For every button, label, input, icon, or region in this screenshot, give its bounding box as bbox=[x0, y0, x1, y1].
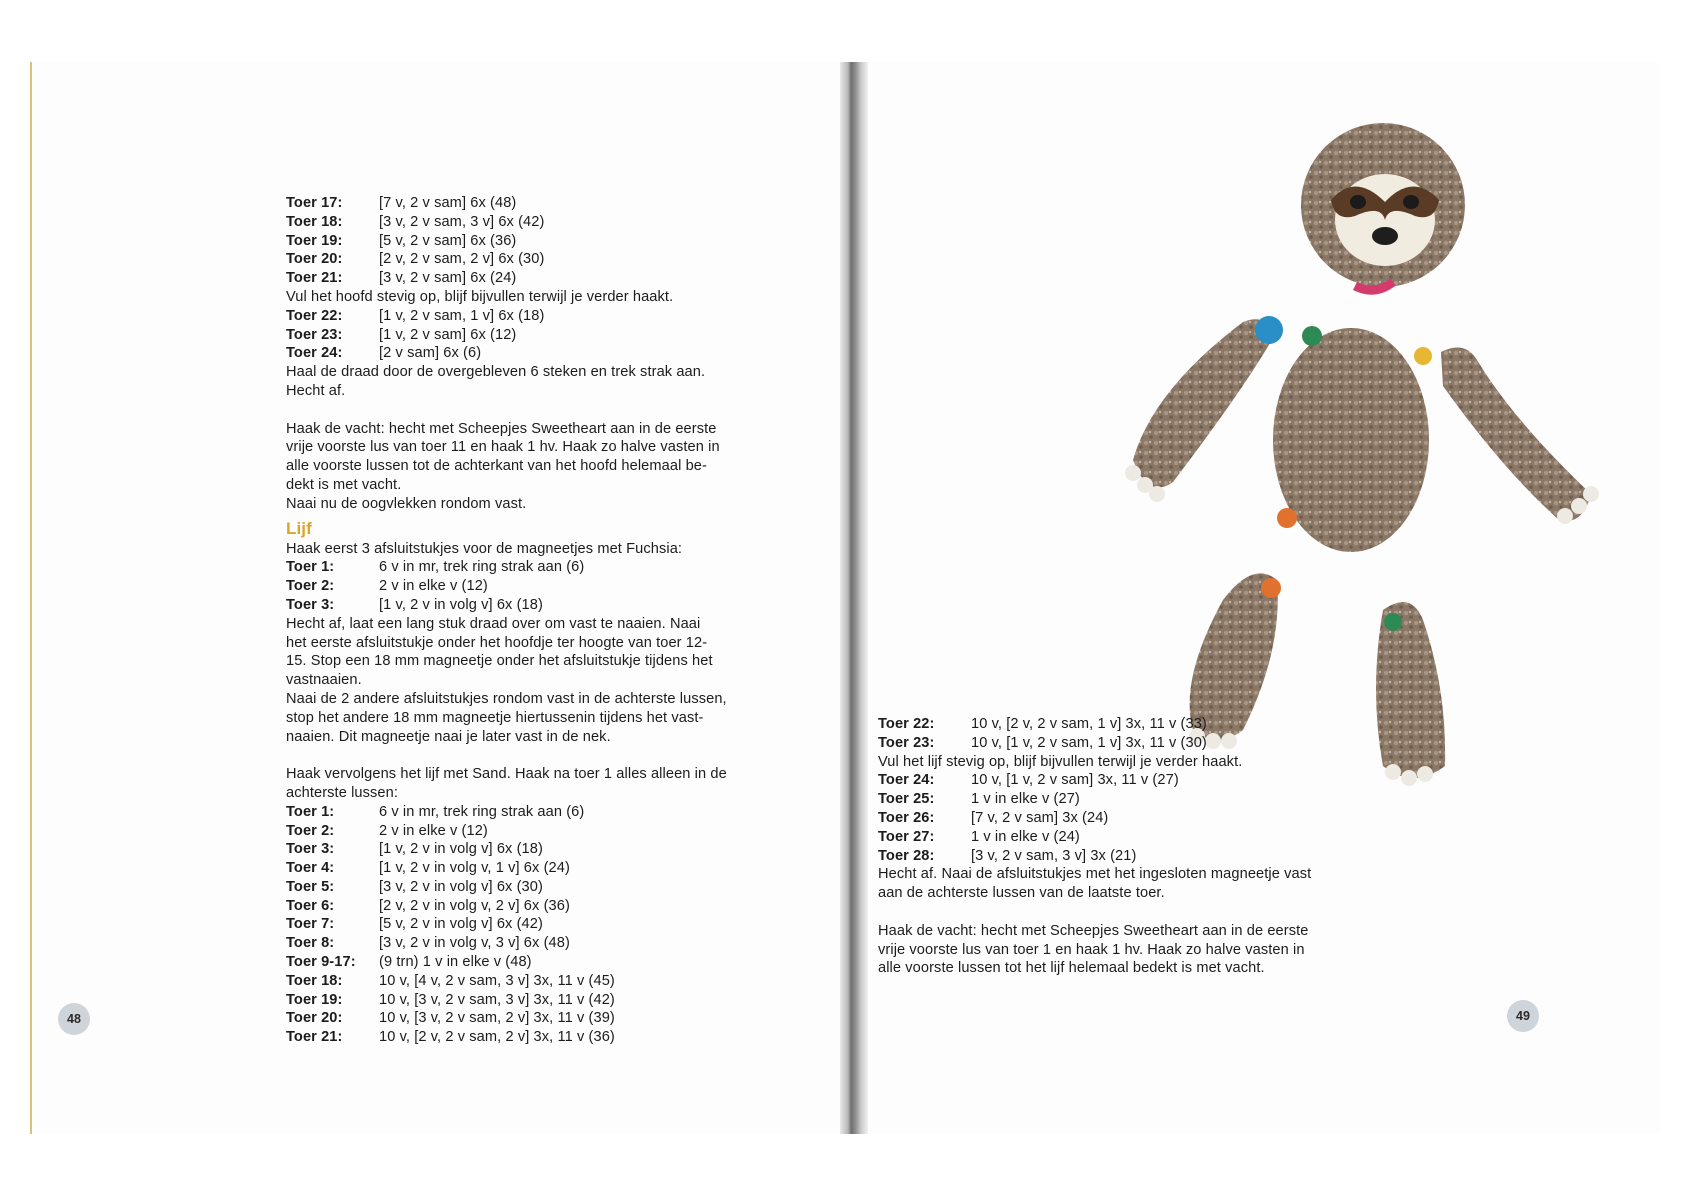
round-instruction: [3 v, 2 v sam, 3 v] 3x (21) bbox=[971, 847, 1137, 864]
text-line: Hecht af, laat een lang stuk draad over om vast te naaien. Naai bbox=[286, 615, 701, 632]
finish-paragraph bbox=[286, 363, 786, 401]
round-label: Toer 21: bbox=[286, 1029, 343, 1046]
round-instruction: 2 v in elke v (12) bbox=[379, 578, 488, 595]
round-label: Toer 18: bbox=[286, 213, 343, 230]
left-page bbox=[30, 62, 840, 1134]
right-page bbox=[868, 62, 1660, 1134]
cap-round-list bbox=[286, 558, 786, 614]
round-instruction: [5 v, 2 v in volg v] 6x (42) bbox=[379, 916, 543, 933]
round-instruction: 6 v in mr, trek ring strak aan (6) bbox=[379, 559, 585, 576]
book-spread bbox=[30, 62, 1660, 1134]
round-instruction: 10 v, [2 v, 2 v sam, 2 v] 3x, 11 v (36) bbox=[379, 1029, 615, 1046]
round-instruction: [7 v, 2 v sam] 6x (48) bbox=[379, 195, 517, 211]
round-label: Toer 22: bbox=[878, 716, 935, 732]
round-label: Toer 18: bbox=[286, 972, 343, 989]
round-row bbox=[878, 809, 1358, 828]
cap-paragraph bbox=[286, 615, 786, 747]
round-instruction: 10 v, [3 v, 2 v sam, 3 v] 3x, 11 v (42) bbox=[379, 991, 615, 1008]
round-label: Toer 6: bbox=[286, 897, 335, 914]
round-row bbox=[286, 953, 786, 972]
round-label: Toer 23: bbox=[286, 326, 343, 343]
body-round-list-cont bbox=[878, 715, 1358, 753]
round-label: Toer 5: bbox=[286, 878, 335, 895]
round-row bbox=[286, 897, 786, 916]
text-line: Haak de vacht: hecht met Scheepjes Sweetheart aan in de eerste bbox=[878, 922, 1309, 939]
round-label: Toer 2: bbox=[286, 822, 335, 839]
sloth-left-arm bbox=[1125, 316, 1283, 502]
round-row bbox=[286, 1028, 786, 1047]
finish-paragraph-right bbox=[878, 865, 1358, 903]
round-label: Toer 3: bbox=[286, 841, 335, 858]
round-row bbox=[286, 822, 786, 841]
round-instruction: [2 v sam] 6x (6) bbox=[379, 345, 482, 362]
text-line: stop het andere 18 mm magneetje hiertussenin tijdens het vast- bbox=[286, 709, 704, 726]
lijf-intro: Haak eerst 3 afsluitstukjes voor de magneetjes met Fuchsia: bbox=[286, 540, 683, 557]
text-line: Naai de 2 andere afsluitstukjes rondom vast in de achterste lussen, bbox=[286, 690, 727, 707]
round-instruction: [2 v, 2 v sam, 2 v] 6x (30) bbox=[379, 251, 545, 268]
round-label: Toer 24: bbox=[286, 345, 343, 362]
book-gutter bbox=[840, 62, 868, 1134]
round-row bbox=[878, 771, 1358, 790]
round-row bbox=[286, 972, 786, 991]
round-instruction: 10 v, [1 v, 2 v sam, 1 v] 3x, 11 v (30) bbox=[971, 734, 1207, 751]
round-instruction: [7 v, 2 v sam] 3x (24) bbox=[971, 809, 1109, 826]
round-instruction: [1 v, 2 v sam] 6x (12) bbox=[379, 326, 517, 343]
round-row bbox=[286, 840, 786, 859]
sloth-body bbox=[1273, 326, 1432, 552]
round-label: Toer 28: bbox=[878, 847, 935, 864]
round-row bbox=[286, 803, 786, 822]
round-instruction: [1 v, 2 v in volg v] 6x (18) bbox=[379, 841, 543, 858]
left-page-text bbox=[286, 194, 786, 1047]
round-row bbox=[286, 991, 786, 1010]
round-row bbox=[286, 859, 786, 878]
round-row bbox=[286, 596, 786, 615]
round-instruction: [3 v, 2 v sam, 3 v] 6x (42) bbox=[379, 213, 545, 230]
round-instruction: [3 v, 2 v sam] 6x (24) bbox=[379, 270, 517, 287]
round-instruction: 10 v, [4 v, 2 v sam, 3 v] 3x, 11 v (45) bbox=[379, 972, 615, 989]
body-round-list-cont-2 bbox=[878, 771, 1358, 865]
round-instruction: 10 v, [3 v, 2 v sam, 2 v] 3x, 11 v (39) bbox=[379, 1010, 615, 1027]
round-label: Toer 19: bbox=[286, 991, 343, 1008]
round-label: Toer 21: bbox=[286, 270, 343, 287]
round-instruction: [3 v, 2 v in volg v] 6x (30) bbox=[379, 878, 543, 895]
round-label: Toer 7: bbox=[286, 916, 335, 933]
text-line: vastnaaien. bbox=[286, 672, 362, 689]
round-instruction: 10 v, [2 v, 2 v sam, 1 v] 3x, 11 v (33) bbox=[971, 716, 1207, 732]
text-line: dekt is met vacht. bbox=[286, 476, 402, 493]
round-row bbox=[286, 326, 786, 345]
round-label: Toer 19: bbox=[286, 232, 343, 249]
round-instruction: 10 v, [1 v, 2 v sam] 3x, 11 v (27) bbox=[971, 772, 1179, 789]
sloth-photo bbox=[1093, 90, 1613, 790]
round-label: Toer 17: bbox=[286, 195, 343, 211]
text-line: Naai nu de oogvlekken rondom vast. bbox=[286, 495, 527, 512]
round-instruction: [3 v, 2 v in volg v, 3 v] 6x (48) bbox=[379, 935, 570, 952]
round-row bbox=[878, 790, 1358, 809]
fill-note-body: Vul het lijf stevig op, blijf bijvullen terwijl je verder haakt. bbox=[878, 753, 1243, 770]
round-label: Toer 4: bbox=[286, 860, 335, 877]
body-intro-paragraph bbox=[286, 765, 786, 803]
text-line: aan de achterste lussen van de laatste toer. bbox=[878, 885, 1165, 902]
right-page-text bbox=[878, 715, 1358, 978]
round-row bbox=[286, 558, 786, 577]
page-number-49: 49 bbox=[1507, 1000, 1539, 1032]
text-line: het eerste afsluitstukje onder het hoofdje ter hoogte van toer 12- bbox=[286, 634, 708, 651]
text-line: Haak vervolgens het lijf met Sand. Haak na toer 1 alles alleen in de bbox=[286, 766, 727, 783]
round-row bbox=[286, 213, 786, 232]
round-label: Toer 1: bbox=[286, 559, 335, 576]
text-line: achterste lussen: bbox=[286, 784, 399, 801]
round-label: Toer 26: bbox=[878, 809, 935, 826]
round-row bbox=[286, 194, 786, 213]
round-label: Toer 23: bbox=[878, 734, 935, 751]
round-row bbox=[286, 307, 786, 326]
round-instruction: 2 v in elke v (12) bbox=[379, 822, 488, 839]
page-number-48: 48 bbox=[58, 1003, 90, 1035]
text-line: Hecht af. bbox=[286, 382, 346, 399]
sloth-right-arm bbox=[1441, 348, 1599, 525]
round-label: Toer 3: bbox=[286, 596, 335, 613]
round-row bbox=[286, 232, 786, 251]
round-row bbox=[286, 250, 786, 269]
round-row bbox=[286, 344, 786, 363]
round-label: Toer 9-17: bbox=[286, 954, 356, 971]
round-label: Toer 1: bbox=[286, 803, 335, 820]
section-title-lijf: Lijf bbox=[286, 518, 312, 538]
text-line: Haak de vacht: hecht met Scheepjes Sweetheart aan in de eerste bbox=[286, 420, 717, 437]
round-row bbox=[878, 847, 1358, 866]
round-instruction: 1 v in elke v (27) bbox=[971, 791, 1080, 808]
round-label: Toer 25: bbox=[878, 791, 935, 808]
text-line: vrije voorste lus van toer 1 en haak 1 hv. Haak zo halve vasten in bbox=[878, 941, 1305, 958]
text-line: 15. Stop een 18 mm magneetje onder het afsluitstukje tijdens het bbox=[286, 653, 713, 670]
round-label: Toer 27: bbox=[878, 828, 935, 845]
round-row bbox=[286, 577, 786, 596]
round-row bbox=[878, 715, 1358, 734]
text-line: alle voorste lussen tot het lijf helemaal bedekt is met vacht. bbox=[878, 960, 1265, 977]
round-row bbox=[286, 1009, 786, 1028]
round-label: Toer 2: bbox=[286, 578, 335, 595]
vacht-paragraph-right bbox=[878, 922, 1358, 978]
round-row bbox=[878, 734, 1358, 753]
round-instruction: [1 v, 2 v sam, 1 v] 6x (18) bbox=[379, 307, 545, 324]
vacht-paragraph bbox=[286, 420, 786, 514]
round-instruction: (9 trn) 1 v in elke v (48) bbox=[379, 954, 532, 971]
sloth-head bbox=[1301, 123, 1465, 290]
body-round-list bbox=[286, 803, 786, 1047]
round-instruction: [5 v, 2 v sam] 6x (36) bbox=[379, 232, 517, 249]
round-label: Toer 20: bbox=[286, 1010, 343, 1027]
text-line: Hecht af. Naai de afsluitstukjes met het ingesloten magneetje vast bbox=[878, 866, 1312, 883]
page-edge bbox=[30, 62, 32, 1134]
sloth-right-leg bbox=[1376, 602, 1445, 786]
text-line: alle voorste lussen tot de achterkant van het hoofd helemaal be- bbox=[286, 458, 707, 475]
round-label: Toer 22: bbox=[286, 307, 343, 324]
round-instruction: 1 v in elke v (24) bbox=[971, 828, 1080, 845]
round-instruction: [1 v, 2 v in volg v, 1 v] 6x (24) bbox=[379, 860, 570, 877]
round-instruction: [2 v, 2 v in volg v, 2 v] 6x (36) bbox=[379, 897, 570, 914]
head-round-list-2 bbox=[286, 307, 786, 363]
round-row bbox=[286, 934, 786, 953]
fill-note: Vul het hoofd stevig op, blijf bijvullen terwijl je verder haakt. bbox=[286, 288, 674, 305]
round-instruction: 6 v in mr, trek ring strak aan (6) bbox=[379, 803, 585, 820]
text-line: naaien. Dit magneetje naai je later vast in de nek. bbox=[286, 728, 611, 745]
text-line: Haal de draad door de overgebleven 6 steken en trek strak aan. bbox=[286, 364, 706, 381]
round-row bbox=[286, 269, 786, 288]
round-row bbox=[286, 878, 786, 897]
round-row bbox=[286, 915, 786, 934]
round-instruction: [1 v, 2 v in volg v] 6x (18) bbox=[379, 596, 543, 613]
round-label: Toer 8: bbox=[286, 935, 335, 952]
round-row bbox=[878, 828, 1358, 847]
text-line: vrije voorste lus van toer 11 en haak 1 hv. Haak zo halve vasten in bbox=[286, 439, 720, 456]
round-label: Toer 24: bbox=[878, 772, 935, 789]
head-round-list bbox=[286, 194, 786, 288]
round-label: Toer 20: bbox=[286, 251, 343, 268]
